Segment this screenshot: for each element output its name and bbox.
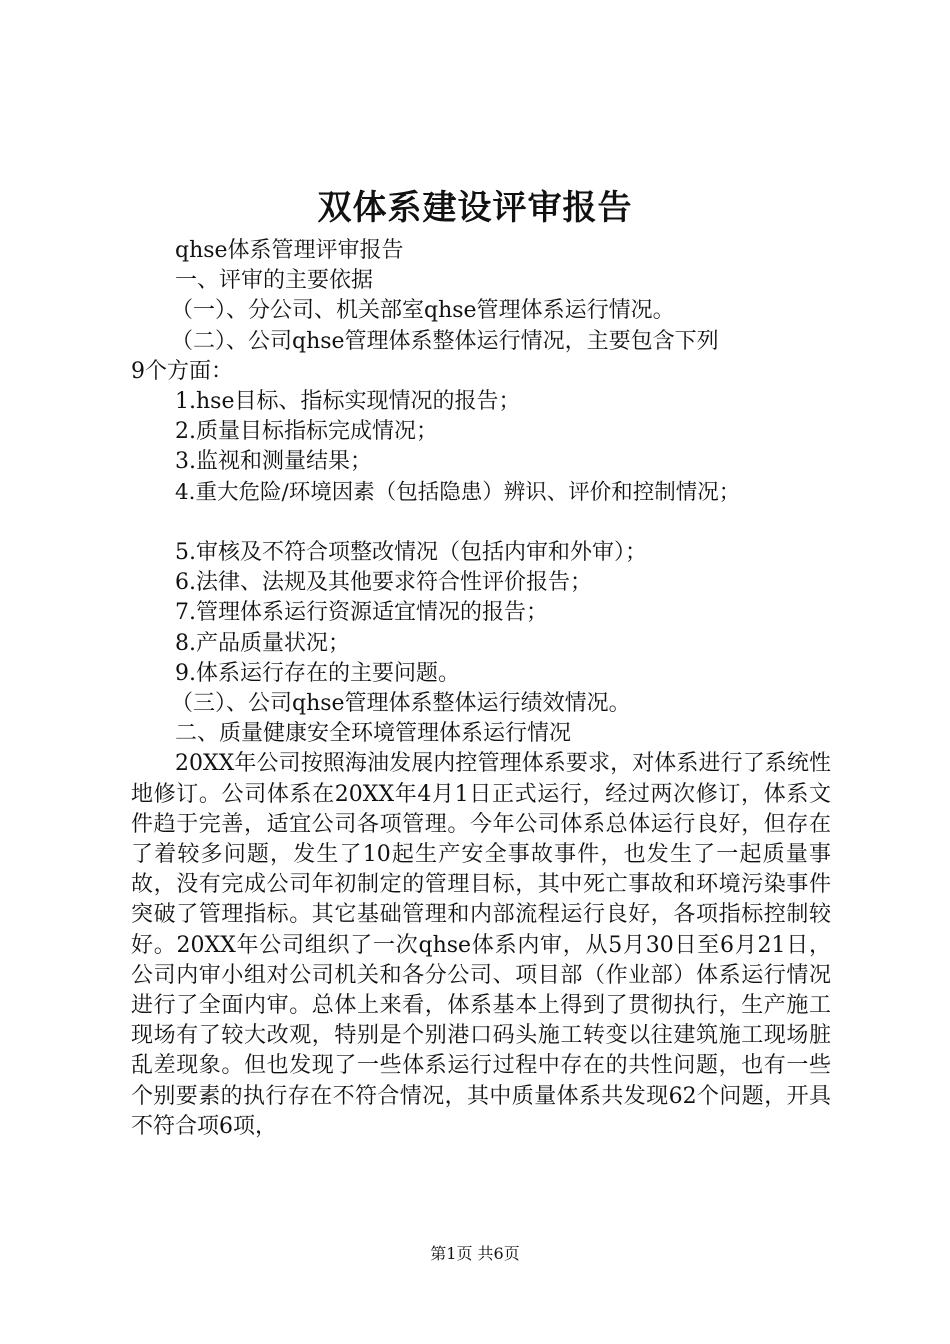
list-item-1: 1.hse目标、指标实现情况的报告； bbox=[175, 389, 521, 415]
blank-line bbox=[131, 508, 831, 538]
list-item-3: 3.监视和测量结果； bbox=[175, 449, 372, 475]
basis-item-2: （二）、公司qhse管理体系整体运行情况，主要包含下列 bbox=[171, 328, 719, 354]
document-body bbox=[131, 236, 831, 1142]
section-heading-1: 一、评审的主要依据 bbox=[175, 268, 374, 294]
document-title: 双体系建设评审报告 bbox=[317, 188, 633, 228]
report-subtitle: qhse体系管理评审报告 bbox=[175, 238, 404, 263]
list-item-6: 6.法律、法规及其他要求符合性评价报告； bbox=[175, 570, 592, 596]
list-item-5: 5.审核及不符合项整改情况（包括内审和外审）； bbox=[175, 540, 647, 566]
list-item-8: 8.产品质量状况； bbox=[175, 630, 350, 656]
list-item-4: 4.重大危险/环境因素（包括隐患）辨识、评价和控制情况； bbox=[175, 479, 741, 505]
list-item-2: 2.质量目标指标完成情况； bbox=[175, 419, 438, 445]
list-item-9: 9.体系运行存在的主要问题。 bbox=[175, 660, 460, 686]
list-item-7: 7.管理体系运行资源适宜情况的报告； bbox=[175, 600, 548, 626]
basis-item-3: （三）、公司qhse管理体系整体运行绩效情况。 bbox=[171, 691, 631, 717]
basis-item-2-continued: 9个方面： bbox=[131, 358, 233, 384]
page-footer: 第1页 共6页 bbox=[430, 1244, 520, 1263]
body-paragraph: 20XX年公司按照海油发展内控管理体系要求，对体系进行了系统性地修订。公司体系在20XX年4月1日正式运行，经过两次修订，体系文件趋于完善，适宜公司各项管理。今年公司体系总体运行良好，但存在了着较多问题，发生了10起生产安全事故事件，也发生了一起质量事故，没有完成公司年初制定的管理目标，其中死亡事故和环境污染事件突破了管理指标。其它基础管理和内部流程运行良好，各项指标控制较好。20XX年公司组织了一次qhse体系内审，从5月30日至6月21日，公司内审小组对公司机关和各分公司、项目部（作业部）体系运行情况进行了全面内审。总体上来看，体系基本上得到了贯彻执行，生产施工现场有了较大改观，特别是个别港口码头施工转变以往建筑施工现场脏乱差现象。但也发现了一些体系运行过程中存在的共性问题，也有一些个别要素的执行存在不符合情况，其中质量体系共发现62个问题，开具不符合项6项， bbox=[131, 751, 831, 1139]
section-heading-2: 二、质量健康安全环境管理体系运行情况 bbox=[175, 721, 572, 747]
basis-item-1: （一）、分公司、机关部室qhse管理体系运行情况。 bbox=[171, 298, 675, 324]
